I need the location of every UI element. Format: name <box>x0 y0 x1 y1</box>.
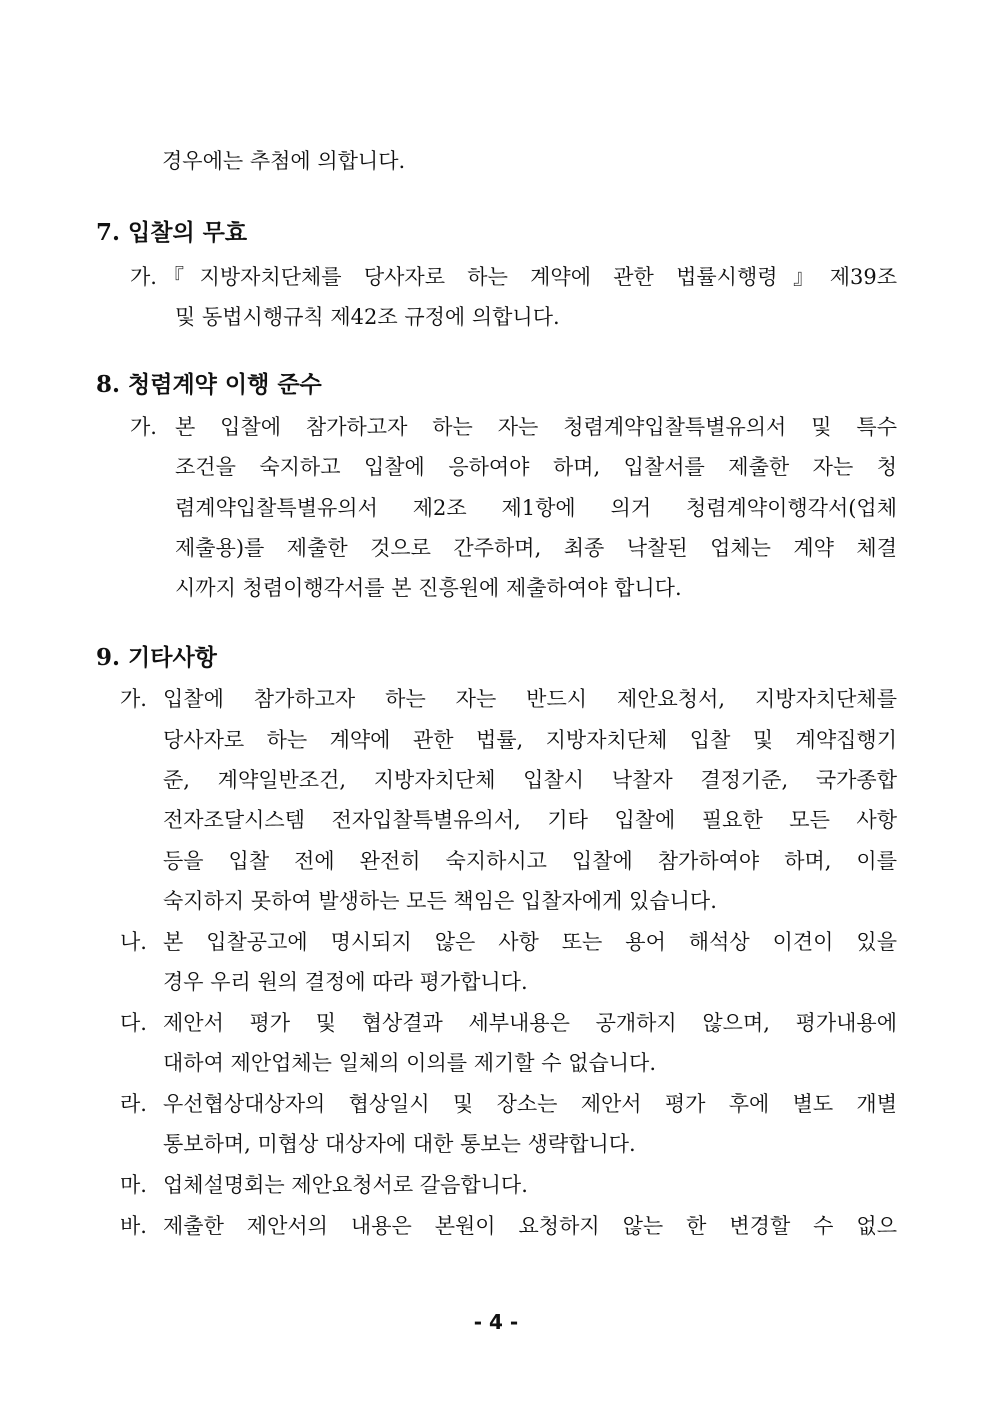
item-marker: 가. <box>130 265 157 289</box>
section-9-item-ga-line: 등을 입찰 전에 완전히 숙지하시고 입찰에 참가하여야 하며, 이를 <box>163 849 897 873</box>
section-9-item-ga-line: 전자조달시스템 전자입찰특별유의서, 기타 입찰에 필요한 모든 사항 <box>163 808 897 832</box>
page-number: - 4 - <box>473 1310 519 1334</box>
section-9-item-na-line: 경우 우리 원의 결정에 따라 평가합니다. <box>163 970 528 994</box>
section-9-item-ga-line: 준, 계약일반조건, 지방자치단체 입찰시 낙찰자 결정기준, 국가종합 <box>163 768 897 792</box>
item-marker: 나. <box>120 930 147 954</box>
item-marker: 가. <box>130 415 157 439</box>
section-8-item-ga-line: 본 입찰에 참가하고자 하는 자는 청렴계약입찰특별유의서 및 특수 <box>175 415 897 439</box>
section-8-item-ga-line: 제출용)를 제출한 것으로 간주하며, 최종 낙찰된 업체는 계약 체결 <box>175 536 897 560</box>
section-9-item-ma-line: 업체설명회는 제안요청서로 갈음합니다. <box>163 1173 528 1197</box>
item-marker: 라. <box>120 1092 147 1116</box>
section-9-item-da-line: 대하여 제안업체는 일체의 이의를 제기할 수 없습니다. <box>163 1051 657 1075</box>
section-9-item-na-line: 본 입찰공고에 명시되지 않은 사항 또는 용어 해석상 이견이 있을 <box>163 930 897 954</box>
section-7-item-ga-line: 『지방자치단체를 당사자로 하는 계약에 관한 법률시행령』제39조 <box>163 265 897 289</box>
section-9-item-ra-line: 우선협상대상자의 협상일시 및 장소는 제안서 평가 후에 별도 개별 <box>163 1092 897 1116</box>
item-marker: 가. <box>120 687 147 711</box>
section-9-heading: 9. 기타사항 <box>96 644 217 671</box>
item-marker: 마. <box>120 1173 147 1197</box>
section-8-item-ga-line: 시까지 청렴이행각서를 본 진흥원에 제출하여야 합니다. <box>175 576 682 600</box>
item-marker: 바. <box>120 1214 147 1238</box>
section-9-item-ga-line: 당사자로 하는 계약에 관한 법률, 지방자치단체 입찰 및 계약집행기 <box>163 728 897 752</box>
section-7-item-ga-line: 및 동법시행규칙 제42조 규정에 의합니다. <box>175 305 560 329</box>
section-8-heading: 8. 청렴계약 이행 준수 <box>96 371 322 398</box>
section-9-item-ba-line: 제출한 제안서의 내용은 본원이 요청하지 않는 한 변경할 수 없으 <box>163 1214 897 1238</box>
section-8-item-ga-line: 렴계약입찰특별유의서 제2조 제1항에 의거 청렴계약이행각서(업체 <box>175 496 897 520</box>
section-8-item-ga-line: 조건을 숙지하고 입찰에 응하여야 하며, 입찰서를 제출한 자는 청 <box>175 455 897 479</box>
section-9-item-ra-line: 통보하며, 미협상 대상자에 대한 통보는 생략합니다. <box>163 1132 636 1156</box>
section-9-item-ga-line: 입찰에 참가하고자 하는 자는 반드시 제안요청서, 지방자치단체를 <box>163 687 897 711</box>
item-marker: 다. <box>120 1011 147 1035</box>
section-9-item-da-line: 제안서 평가 및 협상결과 세부내용은 공개하지 않으며, 평가내용에 <box>163 1011 897 1035</box>
continuation-line: 경우에는 추첨에 의합니다. <box>162 149 406 173</box>
section-7-heading: 7. 입찰의 무효 <box>96 219 248 246</box>
section-9-item-ga-line: 숙지하지 못하여 발생하는 모든 책임은 입찰자에게 있습니다. <box>163 889 717 913</box>
